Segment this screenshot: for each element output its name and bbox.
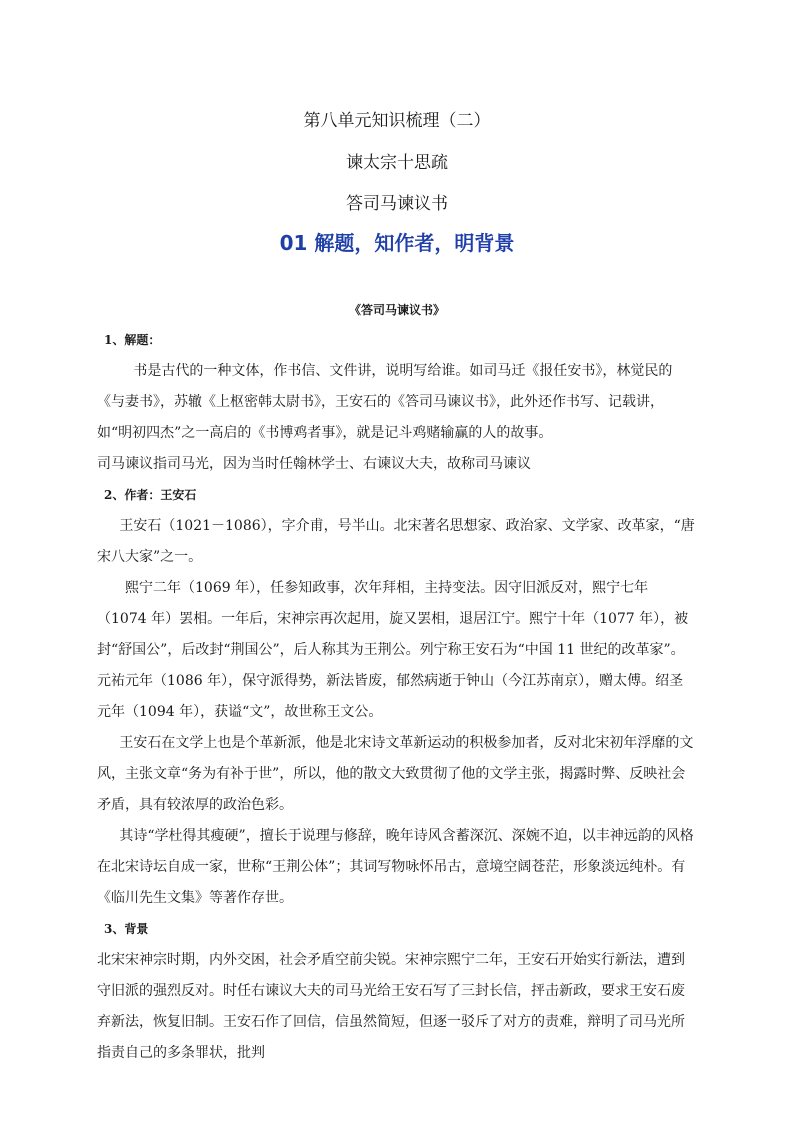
paragraph-author-4: 其诗“学杜得其瘦硬”，擅长于说理与修辞，晚年诗风含蓄深沉、深婉不迫，以丰神远韵的风格在北宋诗坛自成一家，世称“王荆公体”；其词写物咏怀吊古，意境空阔苍茫，形象淡远纯朴。有《临川先生文集》等著作存世。 [97,828,694,906]
paragraph-jieti-2: 司马谏议指司马光，因为当时任翰林学士、右谏议大夫，故称司马谏议 [97,456,531,472]
subtitle-text-2: 答司马谏议书 [346,194,448,214]
book-title: 《答司马谏议书》 [348,303,445,317]
document-title: 第八单元知识梳理（二） [303,111,491,131]
document-body [97,325,697,1069]
paragraph-author-1: 王安石（1021－1086），字介甫，号半山。北宋著名思想家、政治家、文学家、改革家，“唐宋八大家”之一。 [97,518,695,565]
heading-background: 3、背景 [104,922,149,936]
section-heading: 01 解题，知作者，明背景 [279,231,515,255]
paragraph-background-1: 北宋宋神宗时期，内外交困，社会矛盾空前尖锐。宋神宗熙宁二年，王安石开始实行新法，遭到守旧派的强烈反对。时任右谏议大夫的司马光给王安石写了三封长信，抨击新政，要求王安石废弃新法，恢复旧制。王安石作了回信，信虽然简短，但逐一驳斥了对方的责难，辩明了司马光所指责自己的多条罪状，批判 [97,952,685,1061]
heading-author: 2、作者：王安石 [104,488,197,502]
paragraph-author-2: 熙宁二年（1069 年），任参知政事，次年拜相，主持变法。因守旧派反对，熙宁七年（1074 年）罢相。一年后，宋神宗再次起用，旋又罢相，退居江宁。熙宁十年（1077 年），被封“舒国公”，后改封“荆国公”，后人称其为王荆公。列宁称王安石为“中国 11 世纪的改革家”。元祐元年（1086 年），保守派得势，新法皆废，郁然病逝于钟山（今江苏南京），赠太傅。绍圣元年（1094 年），获谥“文”，故世称王文公。 [97,580,689,720]
paragraph-jieti-1: 书是古代的一种文体，作书信、文件讲，说明写给谁。如司马迁《报任安书》，林觉民的《与妻书》，苏辙《上枢密韩太尉书》，王安石的《答司马谏议书》，此外还作书写、记载讲，如“明初四杰”之一高启的《书博鸡者事》，就是记斗鸡赌输赢的人的故事。 [97,363,673,441]
heading-jieti: 1、解题： [104,333,161,347]
subtitle-text-1: 谏太宗十思疏 [346,153,448,173]
paragraph-author-3: 王安石在文学上也是个革新派，他是北宋诗文革新运动的积极参加者，反对北宋初年浮靡的文风，主张文章“务为有补于世”，所以，他的散文大致贯彻了他的文学主张，揭露时弊、反映社会矛盾，具有较浓厚的政治色彩。 [97,735,694,813]
